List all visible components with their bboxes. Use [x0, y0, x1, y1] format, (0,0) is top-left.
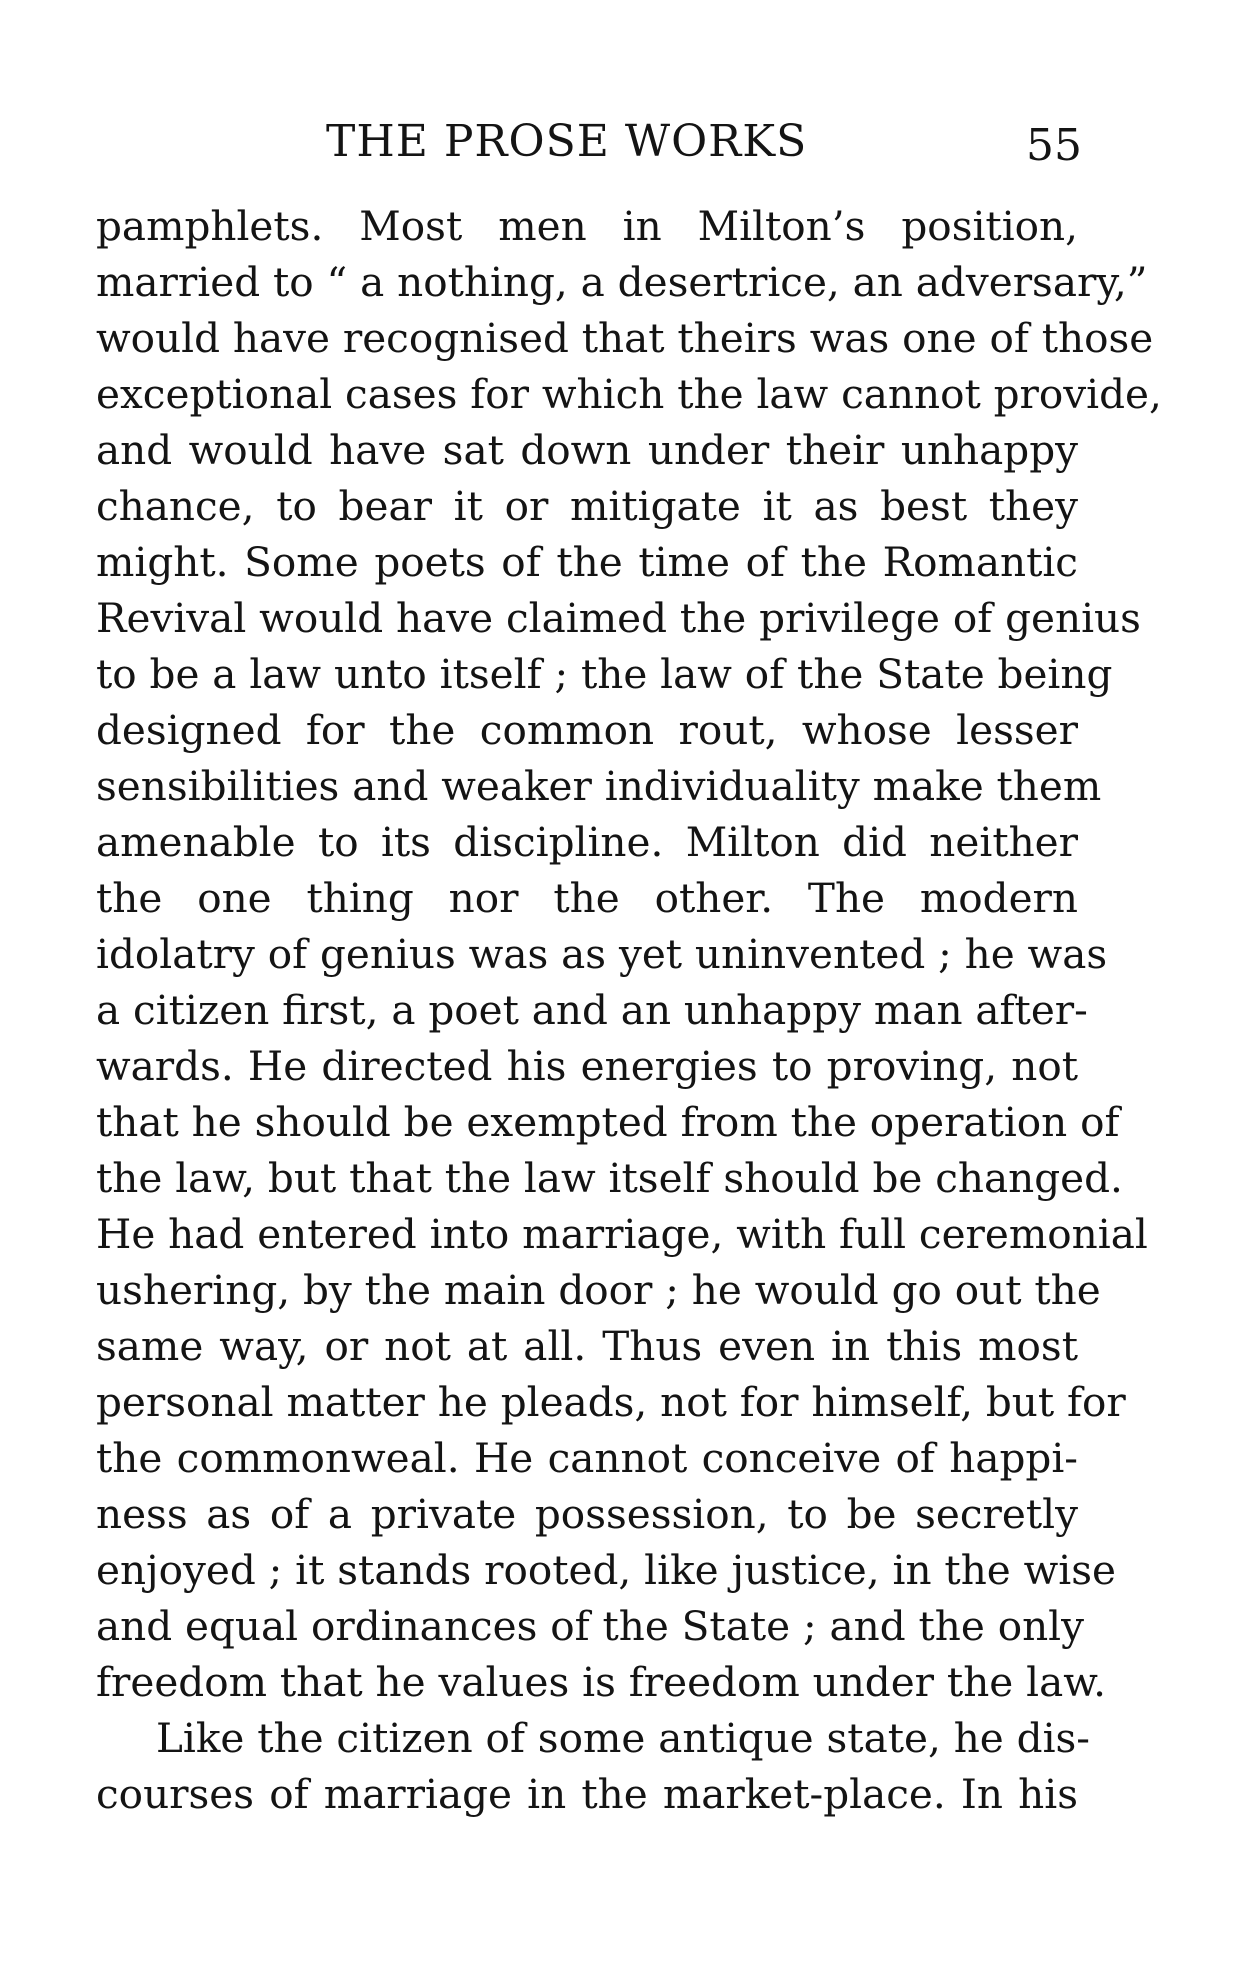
text-line: the commonweal. He cannot conceive of happi-	[96, 1434, 1078, 1482]
text-line: same way, or not at all. Thus even in this most	[96, 1322, 1078, 1370]
text-line: exceptional cases for which the law cannot provide,	[96, 370, 1162, 418]
text-line: He had entered into marriage, with full ceremonial	[96, 1210, 1148, 1258]
text-line: the law, but that the law itself should be changed.	[96, 1154, 1123, 1202]
text-line: Revival would have claimed the privilege of genius	[96, 594, 1141, 642]
text-line: pamphlets. Most men in Milton’s position,	[96, 202, 1078, 250]
text-line: chance, to bear it or mitigate it as best they	[96, 482, 1078, 530]
text-line: amenable to its discipline. Milton did neither	[96, 818, 1078, 866]
text-line: courses of marriage in the market-place. In his	[96, 1770, 1078, 1818]
text-line: ness as of a private possession, to be secretly	[96, 1490, 1078, 1538]
body-text	[96, 198, 1162, 1822]
text-line: would have recognised that theirs was one of those	[96, 314, 1154, 362]
text-line: freedom that he values is freedom under the law.	[96, 1658, 1106, 1706]
text-line: Like the citizen of some antique state, he dis-	[156, 1714, 1090, 1762]
running-head	[90, 112, 1090, 172]
text-line: might. Some poets of the time of the Romantic	[96, 538, 1078, 586]
text-line: and equal ordinances of the State ; and the only	[96, 1602, 1084, 1650]
text-line: and would have sat down under their unhappy	[96, 426, 1078, 474]
paragraph	[96, 198, 1162, 1710]
text-line: to be a law unto itself ; the law of the State being	[96, 650, 1113, 698]
text-line: ushering, by the main door ; he would go out the	[96, 1266, 1101, 1314]
text-line: a citizen first, a poet and an unhappy man after-	[96, 986, 1088, 1034]
running-title: THE PROSE WORKS	[326, 116, 808, 167]
text-line: wards. He directed his energies to proving, not	[96, 1042, 1078, 1090]
text-line: enjoyed ; it stands rooted, like justice, in the wise	[96, 1546, 1116, 1594]
page-number: 55	[1026, 120, 1082, 171]
text-line: idolatry of genius was as yet uninvented ; he was	[96, 930, 1108, 978]
text-line: the one thing nor the other. The modern	[96, 874, 1078, 922]
text-line: sensibilities and weaker individuality make them	[96, 762, 1102, 810]
paragraph	[96, 1710, 1090, 1822]
text-line: married to “ a nothing, a desertrice, an adversary,”	[96, 258, 1148, 306]
text-line: personal matter he pleads, not for himself, but for	[96, 1378, 1126, 1426]
text-line: designed for the common rout, whose lesser	[96, 706, 1078, 754]
text-line: that he should be exempted from the operation of	[96, 1098, 1120, 1146]
